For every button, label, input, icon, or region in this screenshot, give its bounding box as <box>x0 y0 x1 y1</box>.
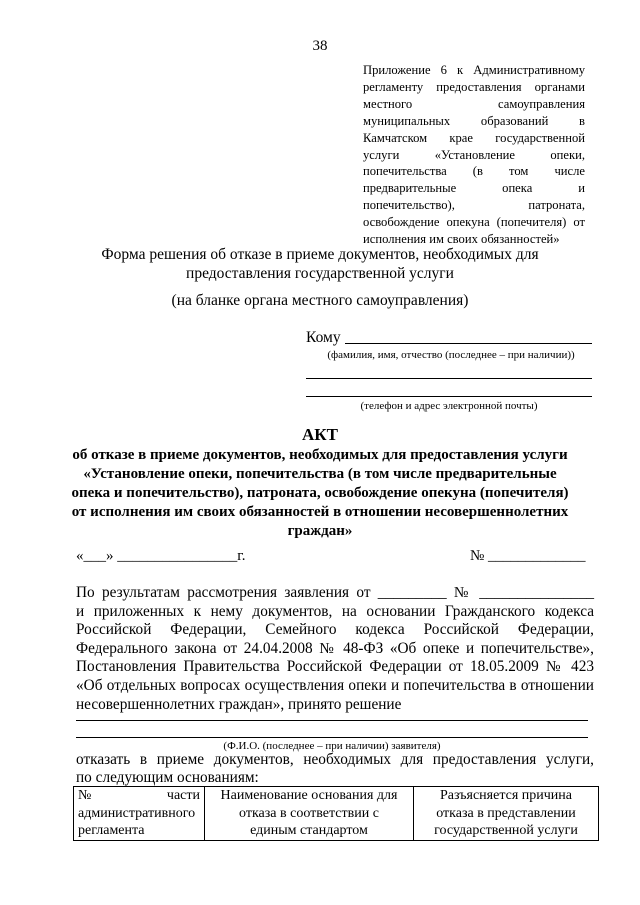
page-number: 38 <box>312 38 328 54</box>
paragraph-line: Постановления Правительства Российской Федерации от 18.05.2009 № 423 <box>76 658 594 676</box>
paragraph-line: несовершеннолетних граждан», принято решение <box>76 695 402 713</box>
appendix-line: Камчатском крае государственной <box>363 130 585 145</box>
recipient-name-caption: (фамилия, имя, отчество (последнее – при наличии)) <box>327 349 575 361</box>
appendix-line: местного самоуправления <box>363 96 585 111</box>
form-title-line: предоставления государственной услуги <box>186 265 454 282</box>
recipient-contact-line[interactable] <box>306 396 592 397</box>
table-row <box>74 787 599 841</box>
form-title <box>60 245 580 283</box>
act-subject-line: граждан» <box>287 523 353 539</box>
appendix-line: Приложение 6 к Административному <box>363 63 585 77</box>
paragraph-line: По результатам рассмотрения заявления от _________ № _______________ <box>76 584 594 601</box>
appendix-line: попечительство), патроната, <box>363 198 585 213</box>
paragraph-line: Российской Федерации, Семейного кодекса Российской Федерации, <box>76 621 594 639</box>
recipient-contact-caption: (телефон и адрес электронной почты) <box>360 400 538 412</box>
act-date[interactable]: «___» ________________г. <box>76 548 246 564</box>
decision-paragraph <box>76 584 594 714</box>
table-header-line: отказа в представлении <box>436 805 576 821</box>
table-header-line: государственной услуги <box>434 823 578 838</box>
table-header-line: регламента <box>78 823 145 838</box>
appendix-line: регламенту предоставления органами <box>363 79 585 94</box>
table-header-line: административного <box>78 805 196 821</box>
table-header-line: Разъясняется причина <box>440 788 572 803</box>
table-header-line: отказа в соответствии с <box>239 805 379 821</box>
paragraph-line: Федерального закона от 24.04.2008 № 48-ФЗ «Об опеке и попечительстве», <box>76 639 594 657</box>
appendix-line: муниципальных образований в <box>363 113 585 128</box>
recipient-name-line[interactable] <box>345 343 592 344</box>
table-header-reason <box>414 787 599 841</box>
recipient-extra-line[interactable] <box>306 378 592 379</box>
blank-note: (на бланке органа местного самоуправления) <box>171 292 469 309</box>
refuse-line: по следующим основаниям: <box>76 769 259 786</box>
act-subject <box>70 446 570 541</box>
appendix-line: попечительства (в том числе <box>363 164 585 179</box>
act-subject-line: опека и попечительство), патроната, освобождение опекуна (попечителя) <box>71 485 569 501</box>
recipient-label: Кому <box>306 329 341 346</box>
table-header-section <box>74 787 205 841</box>
appendix-line: исполнения им своих обязанностей» <box>363 232 560 247</box>
applicant-caption: (Ф.И.О. (последнее – при наличии) заявителя) <box>223 740 441 752</box>
decision-line[interactable] <box>76 720 588 721</box>
appendix-note <box>363 62 585 248</box>
form-title-line: Форма решения об отказе в приеме документов, необходимых для <box>101 246 539 263</box>
grounds-table <box>73 786 599 841</box>
act-number[interactable]: № _____________ <box>470 548 586 564</box>
refuse-paragraph <box>76 751 594 787</box>
paragraph-line: и приложенных к нему документов, на основании Гражданского кодекса <box>76 602 594 620</box>
act-subject-line: от исполнения им своих обязанностей в отношении несовершеннолетних <box>71 504 569 520</box>
act-subject-line: об отказе в приеме документов, необходимых для предоставления услуги <box>72 447 568 463</box>
applicant-line[interactable] <box>76 737 588 738</box>
table-header-basis <box>205 787 414 841</box>
act-subject-line: «Установление опеки, попечительства (в том числе предварительные <box>83 466 557 482</box>
refuse-line: отказать в приеме документов, необходимых для предоставления услуги, <box>76 751 594 768</box>
appendix-line: услуги «Установление опеки, <box>363 147 585 162</box>
table-header-line: № части <box>78 788 200 803</box>
act-title: АКТ <box>302 425 338 444</box>
appendix-line: освобождение опекуна (попечителя) от <box>363 215 585 230</box>
appendix-line: предварительные опека и <box>363 181 585 196</box>
table-header-line: Наименование основания для <box>220 788 398 803</box>
paragraph-line: «Об отдельных вопросах осуществления опеки и попечительства в отношении <box>76 676 594 694</box>
table-header-line: единым стандартом <box>250 823 368 838</box>
